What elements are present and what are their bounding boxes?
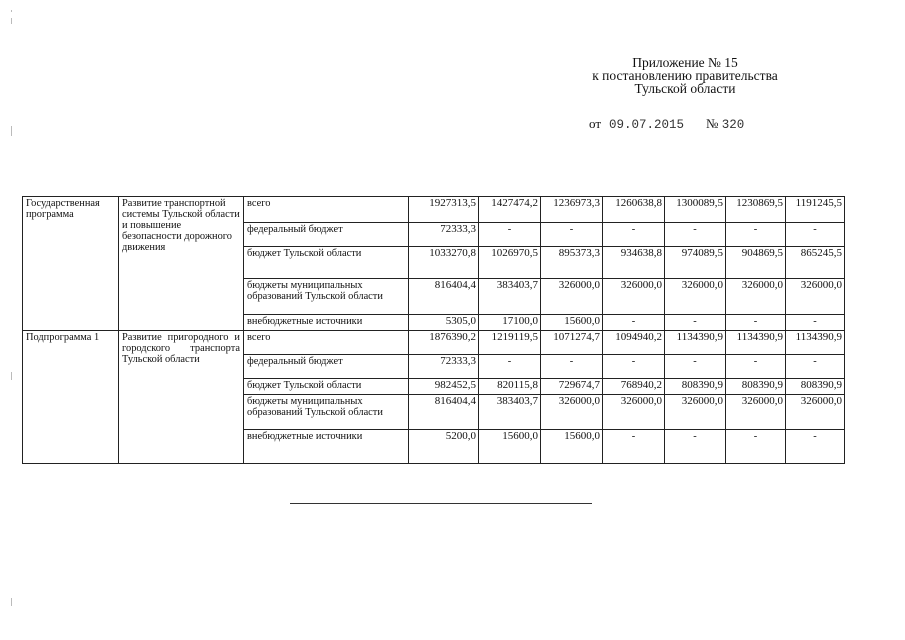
funding-source-cell: бюджеты муниципальных образований Тульской области (244, 395, 409, 430)
amount-cell: 1876390,2 (409, 331, 479, 355)
amount-cell: - (726, 430, 786, 464)
amount-cell: 1260638,8 (603, 197, 665, 223)
program-name-cell: Развитие транспортной системы Тульской области и повышение безопасности дорожного движения (119, 197, 244, 331)
amount-cell: 1094940,2 (603, 331, 665, 355)
scan-mark (11, 126, 12, 136)
amount-cell: 383403,7 (479, 395, 541, 430)
amount-cell: - (786, 355, 845, 379)
amount-cell: 1134390,9 (786, 331, 845, 355)
amount-cell: 729674,7 (541, 379, 603, 395)
amount-cell: 865245,5 (786, 247, 845, 279)
amount-cell: 974089,5 (665, 247, 726, 279)
scan-mark (11, 18, 12, 24)
amount-cell: - (786, 430, 845, 464)
amount-cell: - (726, 223, 786, 247)
financing-table (22, 196, 845, 464)
amount-cell: 904869,5 (726, 247, 786, 279)
funding-source-cell: бюджет Тульской области (244, 379, 409, 395)
funding-source-cell: всего (244, 331, 409, 355)
amount-cell: 17100,0 (479, 315, 541, 331)
amount-cell: 808390,9 (726, 379, 786, 395)
appendix-region: Тульской области (634, 81, 736, 96)
funding-source-cell: внебюджетные источники (244, 430, 409, 464)
amount-cell: 326000,0 (541, 279, 603, 315)
funding-source-cell: федеральный бюджет (244, 223, 409, 247)
amount-cell: - (726, 355, 786, 379)
amount-cell: 383403,7 (479, 279, 541, 315)
amount-cell: - (603, 355, 665, 379)
amount-cell: 808390,9 (665, 379, 726, 395)
program-name-cell: Развитие пригородного и городского транспорта Тульской области (119, 331, 244, 464)
scan-mark (11, 10, 12, 12)
amount-cell: - (665, 223, 726, 247)
amount-cell: 326000,0 (786, 279, 845, 315)
amount-cell: - (786, 315, 845, 331)
amount-cell: 326000,0 (726, 279, 786, 315)
amount-cell: 816404,4 (409, 395, 479, 430)
amount-cell: 1236973,3 (541, 197, 603, 223)
amount-cell: 5200,0 (409, 430, 479, 464)
amount-cell: 1300089,5 (665, 197, 726, 223)
amount-cell: 5305,0 (409, 315, 479, 331)
amount-cell: - (726, 315, 786, 331)
amount-cell: 326000,0 (726, 395, 786, 430)
amount-cell: 934638,8 (603, 247, 665, 279)
amount-cell: 326000,0 (665, 279, 726, 315)
amount-cell: 72333,3 (409, 355, 479, 379)
appendix-title: Приложение № 15 (632, 55, 738, 70)
amount-cell: - (603, 315, 665, 331)
amount-cell: 1230869,5 (726, 197, 786, 223)
amount-cell: - (665, 315, 726, 331)
funding-source-cell: всего (244, 197, 409, 223)
decree-date: 09.07.2015 (609, 118, 685, 132)
amount-cell: 326000,0 (603, 395, 665, 430)
amount-cell: 768940,2 (603, 379, 665, 395)
funding-source-cell: бюджеты муниципальных образований Тульской области (244, 279, 409, 315)
amount-cell: - (603, 223, 665, 247)
amount-cell: - (665, 430, 726, 464)
amount-cell: 1219119,5 (479, 331, 541, 355)
amount-cell: 1191245,5 (786, 197, 845, 223)
number-prefix: № (706, 116, 719, 131)
funding-source-cell: бюджет Тульской области (244, 247, 409, 279)
amount-cell: 326000,0 (665, 395, 726, 430)
amount-cell: - (541, 355, 603, 379)
scan-mark (11, 372, 12, 380)
amount-cell: 1026970,5 (479, 247, 541, 279)
amount-cell: 1033270,8 (409, 247, 479, 279)
amount-cell: 820115,8 (479, 379, 541, 395)
amount-cell: - (665, 355, 726, 379)
date-prefix: от (589, 116, 602, 131)
amount-cell: 15600,0 (541, 430, 603, 464)
amount-cell: - (603, 430, 665, 464)
amount-cell: 1134390,9 (726, 331, 786, 355)
amount-cell: - (541, 223, 603, 247)
decree-number: 320 (721, 118, 745, 132)
table-row (23, 197, 845, 223)
amount-cell: 326000,0 (541, 395, 603, 430)
amount-cell: - (479, 355, 541, 379)
signature-line (290, 503, 592, 504)
table-row (23, 331, 845, 355)
amount-cell: 72333,3 (409, 223, 479, 247)
amount-cell: 808390,9 (786, 379, 845, 395)
amount-cell: 326000,0 (603, 279, 665, 315)
program-type-cell: Государственная программа (23, 197, 119, 331)
amount-cell: 1927313,5 (409, 197, 479, 223)
scan-mark (11, 598, 12, 606)
amount-cell: 1134390,9 (665, 331, 726, 355)
amount-cell: - (479, 223, 541, 247)
decree-date-number (589, 116, 744, 132)
amount-cell: - (786, 223, 845, 247)
amount-cell: 326000,0 (786, 395, 845, 430)
amount-cell: 982452,5 (409, 379, 479, 395)
appendix-subtitle: к постановлению правительства (592, 68, 778, 83)
program-type-cell: Подпрограмма 1 (23, 331, 119, 464)
amount-cell: 1427474,2 (479, 197, 541, 223)
amount-cell: 895373,3 (541, 247, 603, 279)
funding-source-cell: внебюджетные источники (244, 315, 409, 331)
amount-cell: 15600,0 (479, 430, 541, 464)
amount-cell: 1071274,7 (541, 331, 603, 355)
amount-cell: 816404,4 (409, 279, 479, 315)
funding-source-cell: федеральный бюджет (244, 355, 409, 379)
amount-cell: 15600,0 (541, 315, 603, 331)
appendix-header (560, 56, 810, 95)
